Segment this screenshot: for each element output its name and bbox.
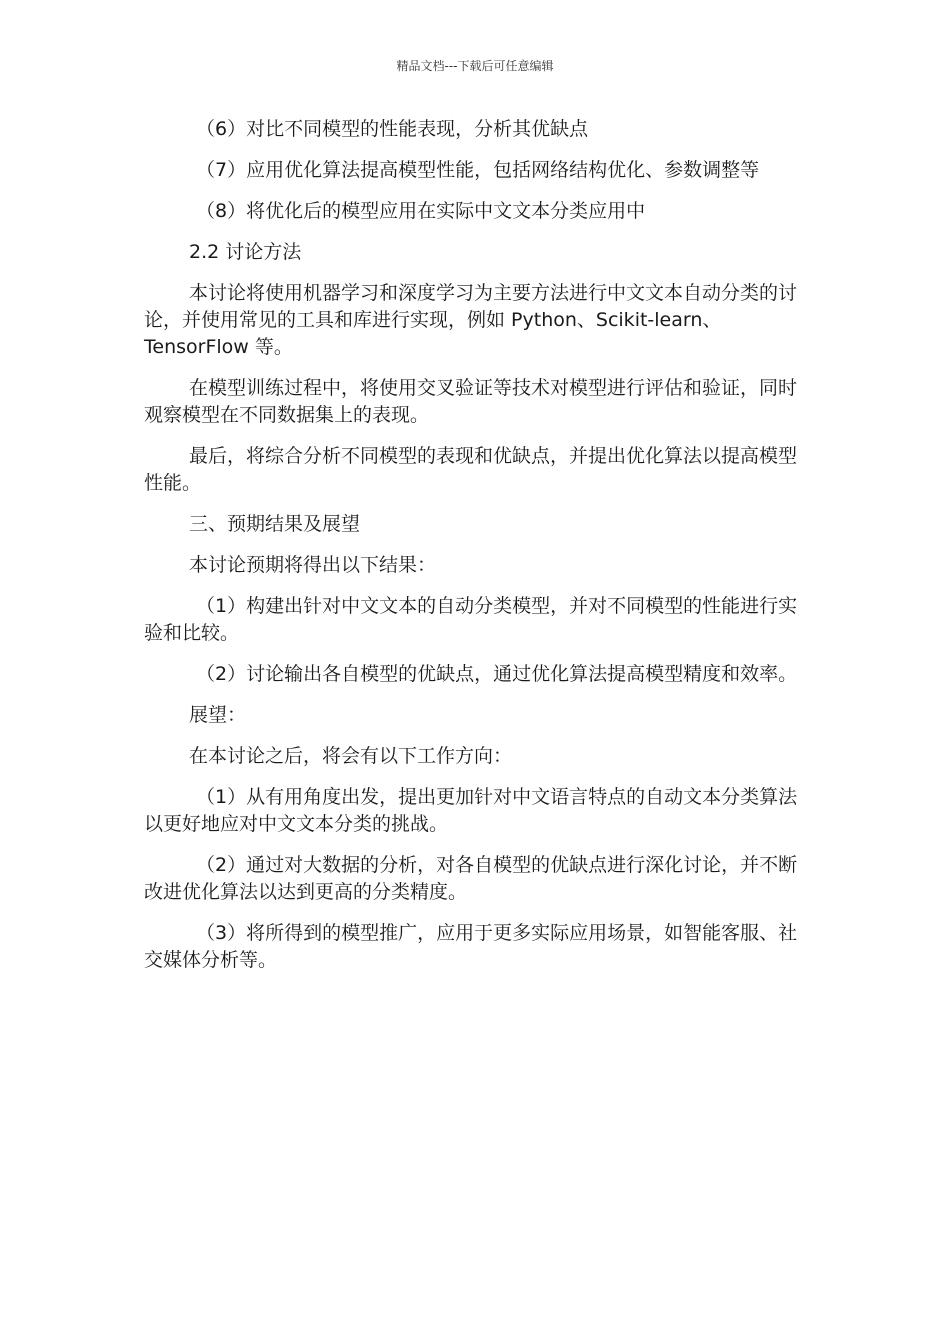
paragraph-outlook-3: （3）将所得到的模型推广，应用于更多实际应用场景，如智能客服、社交媒体分析等。 [144,922,798,971]
paragraph-results-intro: 本讨论预期将得出以下结果： [189,554,437,576]
paragraph-result-2: （2）讨论输出各自模型的优缺点，通过优化算法提高模型精度和效率。 [196,663,798,685]
paragraph-outlook-label: 展望： [189,704,247,726]
paragraph-result-1: （1）构建出针对中文文本的自动分类模型，并对不同模型的性能进行实验和比较。 [144,595,798,644]
paragraph-conclusion: 最后，将综合分析不同模型的表现和优缺点，并提出优化算法以提高模型性能。 [144,445,798,494]
paragraph-outlook-1: （1）从有用角度出发，提出更加针对中文语言特点的自动文本分类算法以更好地应对中文文本分类的挑战。 [144,786,798,835]
section-heading-3: 三、预期结果及展望 [189,513,361,535]
paragraph-training: 在模型训练过程中，将使用交叉验证等技术对模型进行评估和验证，同时观察模型在不同数据集上的表现。 [144,377,798,426]
document-body [144,116,814,988]
paragraph-outlook-intro: 在本讨论之后，将会有以下工作方向： [189,745,513,767]
paragraph-item-7: （7）应用优化算法提高模型性能，包括网络结构优化、参数调整等 [196,159,760,181]
paragraph-methods: 本讨论将使用机器学习和深度学习为主要方法进行中文文本自动分类的讨论，并使用常见的工具和库进行实现，例如 Python、Scikit-learn、TensorFlow 等。 [144,282,798,358]
section-heading-2-2: 2.2 讨论方法 [189,241,302,263]
paragraph-item-6: （6）对比不同模型的性能表现，分析其优缺点 [196,118,589,140]
paragraph-outlook-2: （2）通过对大数据的分析，对各自模型的优缺点进行深化讨论，并不断改进优化算法以达到更高的分类精度。 [144,854,798,903]
paragraph-item-8: （8）将优化后的模型应用在实际中文文本分类应用中 [196,200,646,222]
page-header: 精品文档---下载后可任意编辑 [396,59,554,73]
